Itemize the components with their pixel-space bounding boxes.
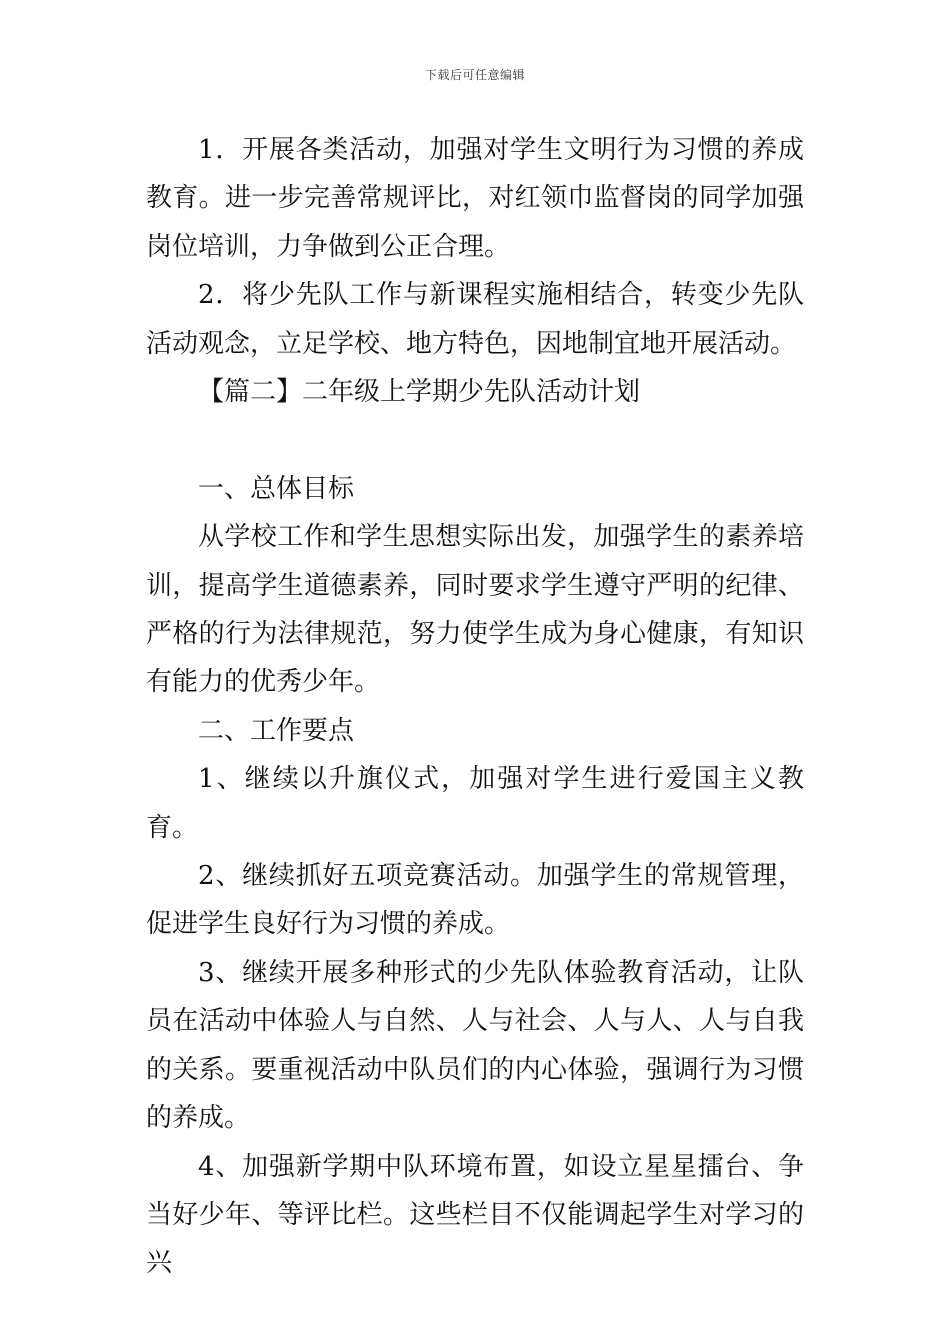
paragraph-overall-goal: 从学校工作和学生思想实际出发，加强学生的素养培训，提高学生道德素养，同时要求学生遵守严明的纪律、严格的行为法律规范，努力使学生成为身心健康，有知识有能力的优秀少年。 (146, 522, 804, 698)
section-title-part-two: 【篇二】二年级上学期少先队活动计划 (198, 377, 641, 408)
paragraph-activity-1: 1．开展各类活动，加强对学生文明行为习惯的养成教育。进一步完善常规评比，对红领巾监督岗的同学加强岗位培训，力争做到公正合理。 (146, 135, 804, 262)
work-point-3: 3、继续开展多种形式的少先队体验教育活动，让队员在活动中体验人与自然、人与社会、人与人、人与自我的关系。要重视活动中队员们的内心体验，强调行为习惯的养成。 (146, 957, 804, 1134)
blank-line (146, 416, 804, 464)
heading-work-points: 二、工作要点 (198, 715, 355, 746)
heading-overall-goal: 一、总体目标 (198, 473, 355, 504)
work-point-1: 1、继续以升旗仪式，加强对学生进行爱国主义教育。 (146, 764, 804, 843)
paragraph-activity-2: 2．将少先队工作与新课程实施相结合，转变少先队活动观念，立足学校、地方特色，因地制宜地开展活动。 (146, 280, 804, 359)
header-note: 下载后可任意编辑 (424, 68, 525, 82)
document-body (146, 126, 804, 1288)
work-point-4: 4、加强新学期中队环境布置，如设立星星擂台、争当好少年、等评比栏。这些栏目不仅能调起学生对学习的兴 (146, 1151, 804, 1279)
work-point-2: 2、继续抓好五项竞赛活动。加强学生的常规管理，促进学生良好行为习惯的养成。 (146, 861, 804, 940)
